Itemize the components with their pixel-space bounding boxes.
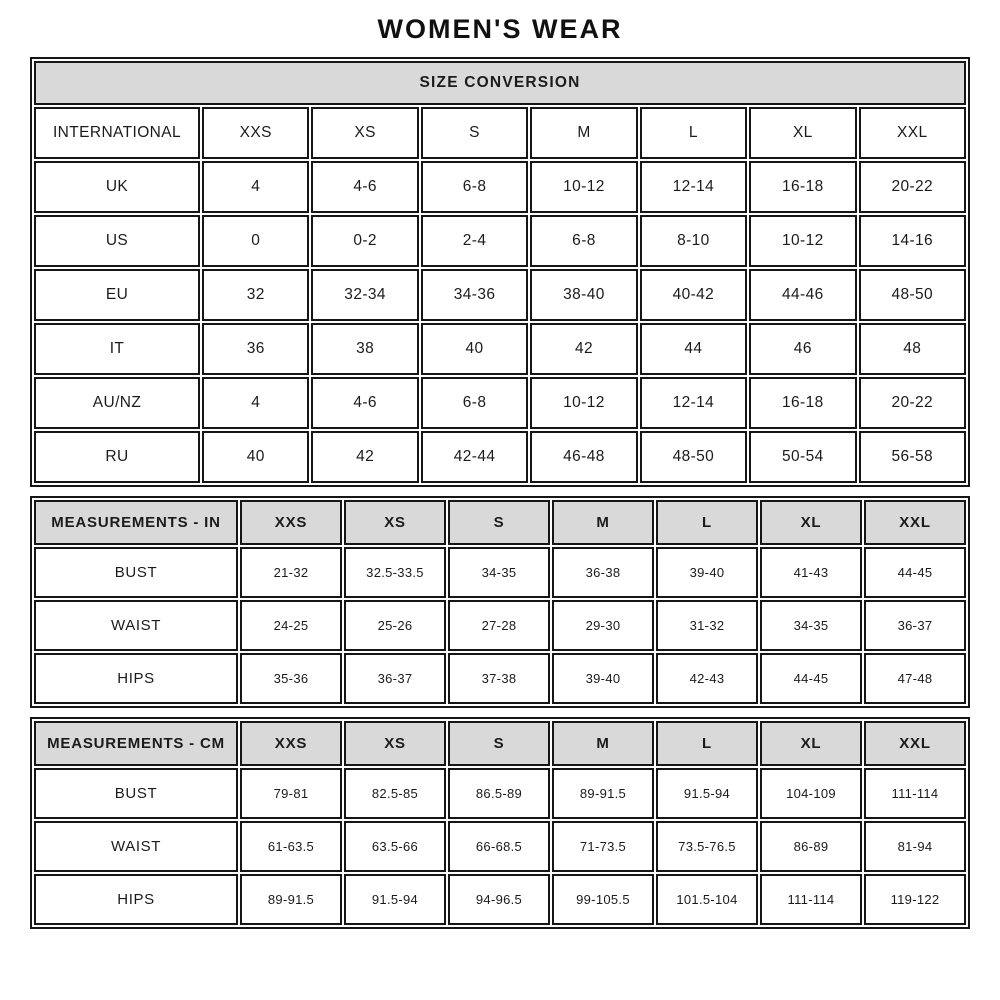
value-cell: 41-43 (760, 547, 862, 598)
size-column-header: XXS (240, 500, 342, 545)
table-row (34, 215, 966, 267)
table-row (34, 874, 966, 925)
value-cell: 99-105.5 (552, 874, 654, 925)
row-label: HIPS (34, 653, 238, 704)
value-cell: 42-44 (421, 431, 528, 483)
table-row (34, 323, 966, 375)
value-cell: 37-38 (448, 653, 550, 704)
value-cell: 38 (311, 323, 418, 375)
value-cell: 56-58 (859, 431, 966, 483)
value-cell: 16-18 (749, 161, 856, 213)
value-cell: 94-96.5 (448, 874, 550, 925)
value-cell: 40 (202, 431, 309, 483)
value-cell: 36-37 (864, 600, 966, 651)
value-cell: 10-12 (530, 377, 637, 429)
table-row (34, 161, 966, 213)
size-column-header: XXS (202, 107, 309, 159)
value-cell: 101.5-104 (656, 874, 758, 925)
table-row (34, 377, 966, 429)
value-cell: 27-28 (448, 600, 550, 651)
value-cell: 42 (530, 323, 637, 375)
value-cell: 14-16 (859, 215, 966, 267)
value-cell: 34-35 (760, 600, 862, 651)
value-cell: 48-50 (640, 431, 747, 483)
measurements-in-table (30, 496, 970, 708)
value-cell: 36-38 (552, 547, 654, 598)
value-cell: 46-48 (530, 431, 637, 483)
value-cell: 91.5-94 (656, 768, 758, 819)
measurements-cm-table (30, 717, 970, 929)
value-cell: 4 (202, 161, 309, 213)
table-row (34, 431, 966, 483)
measurements-cm-header-row (34, 721, 966, 766)
page-title: WOMEN'S WEAR (377, 14, 623, 44)
value-cell: 4-6 (311, 161, 418, 213)
value-cell: 8-10 (640, 215, 747, 267)
row-label: US (34, 215, 200, 267)
value-cell: 73.5-76.5 (656, 821, 758, 872)
value-cell: 6-8 (421, 377, 528, 429)
value-cell: 32-34 (311, 269, 418, 321)
size-column-header: L (656, 500, 758, 545)
value-cell: 63.5-66 (344, 821, 446, 872)
row-label: EU (34, 269, 200, 321)
value-cell: 111-114 (864, 768, 966, 819)
size-column-header: XXL (864, 500, 966, 545)
value-cell: 40 (421, 323, 528, 375)
value-cell: 6-8 (421, 161, 528, 213)
size-column-header: M (552, 721, 654, 766)
value-cell: 82.5-85 (344, 768, 446, 819)
value-cell: 12-14 (640, 377, 747, 429)
size-column-header: S (448, 721, 550, 766)
value-cell: 44-46 (749, 269, 856, 321)
value-cell: 81-94 (864, 821, 966, 872)
size-column-header: M (530, 107, 637, 159)
value-cell: 71-73.5 (552, 821, 654, 872)
value-cell: 10-12 (749, 215, 856, 267)
size-column-header: XS (344, 500, 446, 545)
value-cell: 12-14 (640, 161, 747, 213)
table-row (34, 600, 966, 651)
measurements-in-title: MEASUREMENTS - IN (34, 500, 238, 545)
row-label: AU/NZ (34, 377, 200, 429)
value-cell: 42 (311, 431, 418, 483)
table-row (34, 653, 966, 704)
value-cell: 61-63.5 (240, 821, 342, 872)
value-cell: 36 (202, 323, 309, 375)
size-column-header: XS (344, 721, 446, 766)
value-cell: 66-68.5 (448, 821, 550, 872)
value-cell: 25-26 (344, 600, 446, 651)
value-cell: 44 (640, 323, 747, 375)
value-cell: 34-36 (421, 269, 528, 321)
row-label: WAIST (34, 821, 238, 872)
value-cell: 4 (202, 377, 309, 429)
value-cell: 4-6 (311, 377, 418, 429)
value-cell: 39-40 (656, 547, 758, 598)
value-cell: 86.5-89 (448, 768, 550, 819)
value-cell: 48-50 (859, 269, 966, 321)
value-cell: 44-45 (760, 653, 862, 704)
value-cell: 24-25 (240, 600, 342, 651)
value-cell: 34-35 (448, 547, 550, 598)
value-cell: 111-114 (760, 874, 862, 925)
international-label: INTERNATIONAL (34, 107, 200, 159)
size-column-header: XL (760, 500, 862, 545)
measurements-in-header-row (34, 500, 966, 545)
value-cell: 40-42 (640, 269, 747, 321)
size-conversion-table (30, 57, 970, 487)
size-conversion-title: SIZE CONVERSION (34, 61, 966, 105)
value-cell: 89-91.5 (552, 768, 654, 819)
size-column-header: XS (311, 107, 418, 159)
row-label: IT (34, 323, 200, 375)
value-cell: 119-122 (864, 874, 966, 925)
value-cell: 50-54 (749, 431, 856, 483)
international-header-row (34, 107, 966, 159)
value-cell: 44-45 (864, 547, 966, 598)
row-label: BUST (34, 547, 238, 598)
value-cell: 47-48 (864, 653, 966, 704)
value-cell: 20-22 (859, 377, 966, 429)
table-row (34, 547, 966, 598)
row-label: BUST (34, 768, 238, 819)
value-cell: 0 (202, 215, 309, 267)
value-cell: 2-4 (421, 215, 528, 267)
table-row (34, 821, 966, 872)
value-cell: 89-91.5 (240, 874, 342, 925)
size-column-header: L (640, 107, 747, 159)
value-cell: 39-40 (552, 653, 654, 704)
size-column-header: XXL (864, 721, 966, 766)
value-cell: 10-12 (530, 161, 637, 213)
value-cell: 31-32 (656, 600, 758, 651)
value-cell: 20-22 (859, 161, 966, 213)
row-label: RU (34, 431, 200, 483)
value-cell: 86-89 (760, 821, 862, 872)
value-cell: 46 (749, 323, 856, 375)
size-column-header: XXS (240, 721, 342, 766)
row-label: HIPS (34, 874, 238, 925)
size-column-header: S (421, 107, 528, 159)
size-column-header: S (448, 500, 550, 545)
size-column-header: XXL (859, 107, 966, 159)
value-cell: 104-109 (760, 768, 862, 819)
size-column-header: M (552, 500, 654, 545)
size-column-header: L (656, 721, 758, 766)
value-cell: 29-30 (552, 600, 654, 651)
value-cell: 32 (202, 269, 309, 321)
table-row (34, 768, 966, 819)
value-cell: 36-37 (344, 653, 446, 704)
value-cell: 38-40 (530, 269, 637, 321)
value-cell: 35-36 (240, 653, 342, 704)
value-cell: 0-2 (311, 215, 418, 267)
size-conversion-title-row (34, 61, 966, 105)
value-cell: 91.5-94 (344, 874, 446, 925)
table-row (34, 269, 966, 321)
row-label: WAIST (34, 600, 238, 651)
value-cell: 6-8 (530, 215, 637, 267)
value-cell: 79-81 (240, 768, 342, 819)
size-column-header: XL (760, 721, 862, 766)
value-cell: 32.5-33.5 (344, 547, 446, 598)
row-label: UK (34, 161, 200, 213)
size-column-header: XL (749, 107, 856, 159)
value-cell: 21-32 (240, 547, 342, 598)
value-cell: 42-43 (656, 653, 758, 704)
value-cell: 48 (859, 323, 966, 375)
measurements-cm-title: MEASUREMENTS - CM (34, 721, 238, 766)
value-cell: 16-18 (749, 377, 856, 429)
